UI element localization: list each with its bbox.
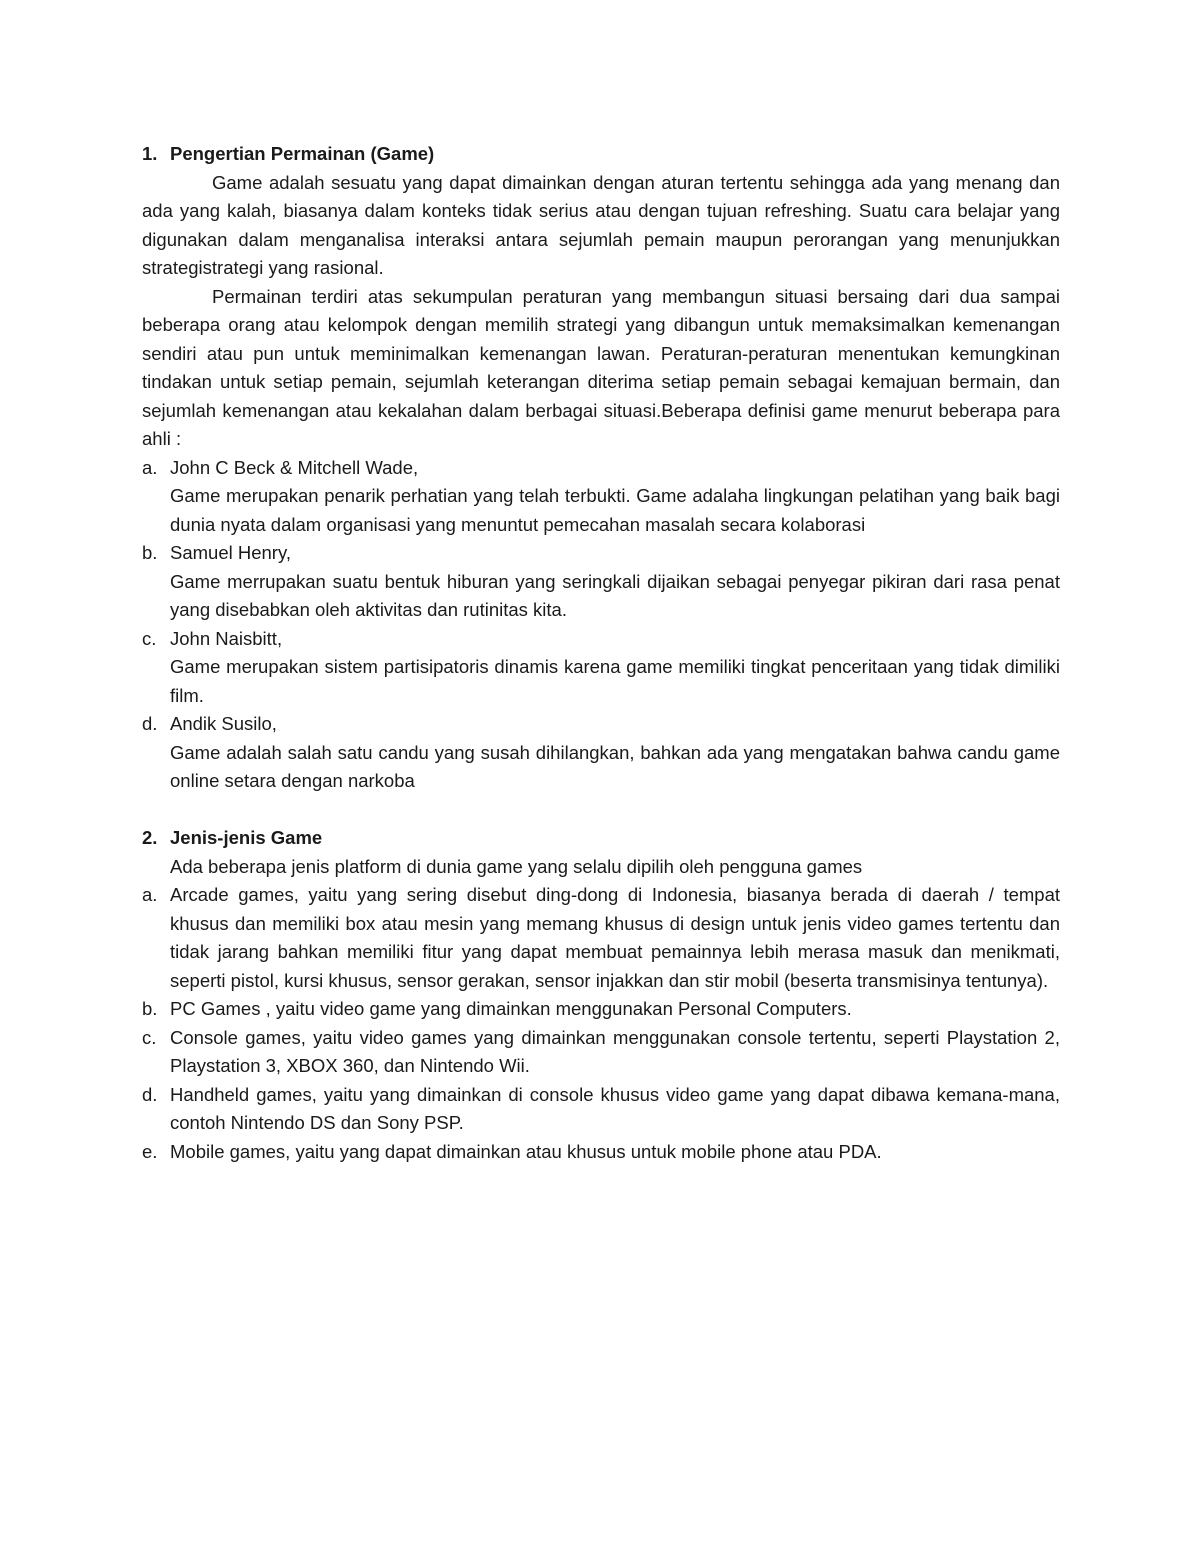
- expert-definition: Game adalah salah satu candu yang susah dihilangkan, bahkan ada yang mengatakan bahwa candu game online setara dengan narkoba: [170, 741, 1060, 791]
- expert-definition: Game merupakan sistem partisipatoris dinamis karena game memiliki tingkat penceritaan yang tidak dimiliki film.: [170, 656, 1060, 706]
- list-marker: b.: [142, 998, 158, 1019]
- game-type-text: Console games, yaitu video games yang dimainkan menggunakan console tertentu, seperti Playstation 2, Playstation 3, XBOX 360, dan Nintendo Wii.: [170, 1026, 1060, 1076]
- expert-name: John Naisbitt,: [170, 627, 283, 649]
- list-item: [142, 1024, 1060, 1081]
- section-title: Jenis-jenis Game: [170, 827, 323, 848]
- list-item: [142, 710, 1060, 796]
- list-item: [142, 1081, 1060, 1138]
- game-type-text: Arcade games, yaitu yang sering disebut ding-dong di Indonesia, biasanya berada di daerah / tempat khusus dan memiliki box atau mesin yang memang khusus di design untuk jenis video games tertentu dan tidak jarang bahkan memiliki fitur yang dapat membuat pemainnya lebih merasa masuk dan menikmati, seperti pistol, kursi khusus, sensor gerakan, sensor injakkan dan stir mobil (beserta transmisinya tentunya).: [170, 884, 1060, 991]
- section-2-heading: [142, 824, 1060, 853]
- list-item: [142, 454, 1060, 540]
- expert-name: Samuel Henry,: [170, 542, 291, 563]
- expert-definition: Game merrupakan suatu bentuk hiburan yang seringkali dijaikan sebagai penyegar pikiran dari rasa penat yang disebabkan oleh aktivitas dan rutinitas kita.: [170, 570, 1060, 620]
- list-item: [142, 539, 1060, 625]
- list-marker: b.: [142, 542, 158, 563]
- list-marker: a.: [142, 884, 158, 905]
- list-item: [142, 625, 1060, 711]
- section-spacer: [142, 796, 1060, 825]
- section-number: 2.: [142, 827, 158, 848]
- paragraph: Game adalah sesuatu yang dapat dimainkan dengan aturan tertentu sehingga ada yang menang dan ada yang kalah, biasanya dalam konteks tidak serius atau dengan tujuan refreshing. Suatu cara belajar yang digunakan dalam menganalisa interaksi antara sejumlah pemain maupun perorangan yang menunjukkan strategistrategi yang rasional.: [142, 171, 1060, 278]
- section-intro: Ada beberapa jenis platform di dunia game yang selalu dipilih oleh pengguna games: [170, 855, 863, 877]
- list-marker: e.: [142, 1140, 158, 1162]
- game-type-text: Handheld games, yaitu yang dimainkan di console khusus video game yang dapat dibawa kemana-mana, contoh Nintendo DS dan Sony PSP.: [170, 1083, 1060, 1133]
- section-number: 1.: [142, 143, 158, 164]
- list-marker: c.: [142, 1026, 157, 1048]
- list-marker: d.: [142, 1083, 158, 1105]
- list-marker: a.: [142, 456, 158, 478]
- list-item: [142, 995, 1060, 1024]
- section-title: Pengertian Permainan (Game): [170, 143, 435, 164]
- expert-name: Andik Susilo,: [170, 713, 277, 734]
- list-marker: c.: [142, 627, 157, 649]
- list-item: [142, 1138, 1060, 1167]
- expert-definition: Game merupakan penarik perhatian yang telah terbukti. Game adalaha lingkungan pelatihan yang baik bagi dunia nyata dalam organisasi yang menuntut pemecahan masalah secara kolaborasi: [170, 485, 1060, 535]
- expert-name: John C Beck & Mitchell Wade,: [170, 456, 419, 478]
- list-item: [142, 881, 1060, 995]
- game-type-text: PC Games , yaitu video game yang dimainkan menggunakan Personal Computers.: [170, 998, 852, 1019]
- paragraph: Permainan terdiri atas sekumpulan peraturan yang membangun situasi bersaing dari dua sampai beberapa orang atau kelompok dengan memilih strategi yang dibangun untuk memaksimalkan kemenangan sendiri atau pun untuk meminimalkan kemenangan lawan. Peraturan-peraturan menentukan kemungkinan tindakan untuk setiap pemain, sejumlah keterangan diterima setiap pemain sebagai kemajuan bermain, dan sejumlah kemenangan atau kekalahan dalam berbagai situasi.Beberapa definisi game menurut beberapa para ahli :: [142, 285, 1060, 449]
- game-type-text: Mobile games, yaitu yang dapat dimainkan atau khusus untuk mobile phone atau PDA.: [170, 1140, 882, 1162]
- list-marker: d.: [142, 713, 158, 734]
- section-1-heading: [142, 140, 1060, 169]
- expert-definitions-list: [142, 454, 1060, 796]
- game-types-list: [142, 881, 1060, 1166]
- document-content: [142, 140, 1060, 1166]
